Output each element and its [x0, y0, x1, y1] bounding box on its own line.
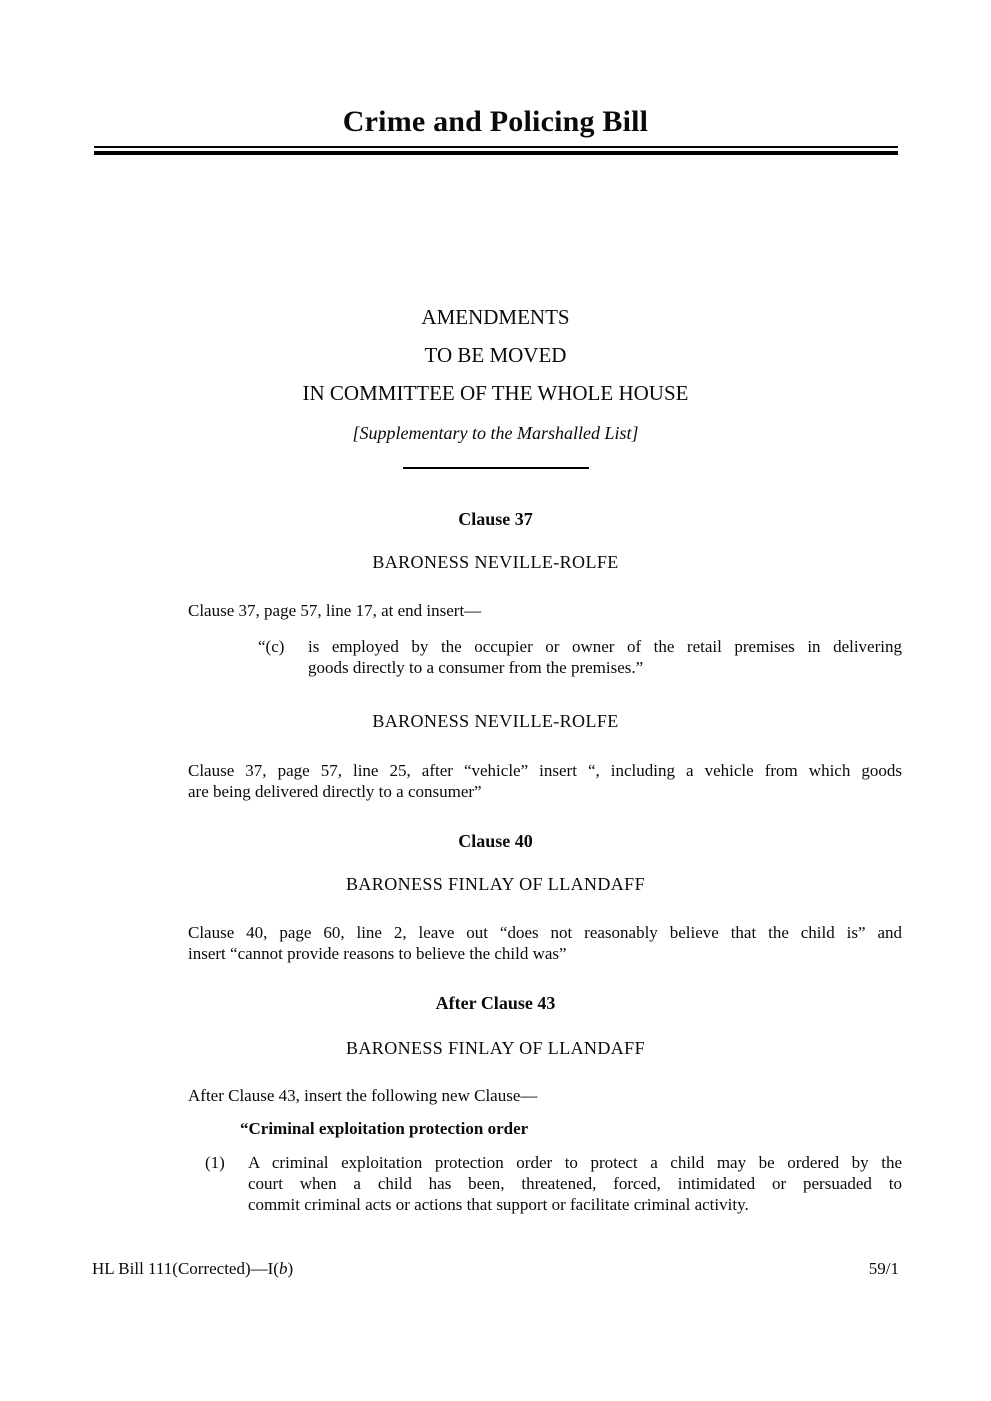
- amendment-instruction-clause37-line17: Clause 37, page 57, line 17, at end insert—: [188, 601, 482, 620]
- marshalled-list-note: [Supplementary to the Marshalled List]: [352, 423, 639, 443]
- subsection-text: [248, 1152, 902, 1215]
- amendment-instruction-clause40-line2: [188, 922, 902, 964]
- subsection-marker: (1): [205, 1153, 225, 1172]
- subitem-text-line: goods directly to a consumer from the premises.”: [308, 658, 644, 677]
- after-clause-43-heading: After Clause 43: [435, 993, 556, 1013]
- bill-ref-italic-part: b: [278, 1259, 288, 1278]
- bill-ref-prefix: HL Bill 111(Corrected)—I(: [92, 1259, 279, 1278]
- clause-37-heading: Clause 37: [458, 509, 533, 529]
- new-clause-title: “Criminal exploitation protection order: [240, 1119, 529, 1138]
- instruction-line: Clause 37, page 57, line 25, after “vehicle” insert “, including a vehicle from which goods: [188, 761, 902, 780]
- subsection-text-line: commit criminal acts or actions that support or facilitate criminal activity.: [248, 1195, 749, 1214]
- divider-rule: [403, 467, 589, 469]
- instruction-line: are being delivered directly to a consumer”: [188, 782, 482, 801]
- amendment-subitem-c: [258, 636, 902, 678]
- sponsor-name-finlay-2: BARONESS FINLAY OF LLANDAFF: [345, 1038, 646, 1058]
- subitem-text-line: is employed by the occupier or owner of the retail premises in delivering: [308, 637, 902, 656]
- amendments-heading: AMENDMENTS: [421, 305, 570, 329]
- committee-heading: IN COMMITTEE OF THE WHOLE HOUSE: [302, 381, 689, 405]
- clause-40-heading: Clause 40: [458, 831, 533, 851]
- amendment-instruction-clause37-line25: [188, 760, 902, 802]
- bill-ref-suffix: ): [287, 1259, 294, 1278]
- page-reference: 59/1: [868, 1259, 899, 1278]
- page-footer: [92, 1258, 899, 1280]
- bill-reference: [92, 1258, 293, 1280]
- to-be-moved-heading: TO BE MOVED: [424, 343, 567, 367]
- sponsor-name-neville-rolfe-1: BARONESS NEVILLE-ROLFE: [372, 552, 619, 572]
- subitem-text: [308, 636, 902, 678]
- subitem-marker: “(c): [258, 637, 285, 656]
- bill-title: Crime and Policing Bill: [342, 105, 649, 138]
- instruction-line: Clause 40, page 60, line 2, leave out “does not reasonably believe that the child is” and: [188, 923, 902, 942]
- amendment-instruction-after-clause43: After Clause 43, insert the following new Clause—: [188, 1086, 538, 1105]
- sponsor-name-finlay-1: BARONESS FINLAY OF LLANDAFF: [345, 874, 646, 894]
- subsection-text-line: court when a child has been, threatened, forced, intimidated or persuaded to: [248, 1174, 902, 1193]
- instruction-line: insert “cannot provide reasons to believe the child was”: [188, 944, 567, 963]
- sponsor-name-neville-rolfe-2: BARONESS NEVILLE-ROLFE: [372, 711, 619, 731]
- title-rule: [94, 146, 898, 155]
- new-clause-subsection-1: [205, 1152, 902, 1215]
- subsection-text-line: A criminal exploitation protection order to protect a child may be ordered by the: [248, 1153, 902, 1172]
